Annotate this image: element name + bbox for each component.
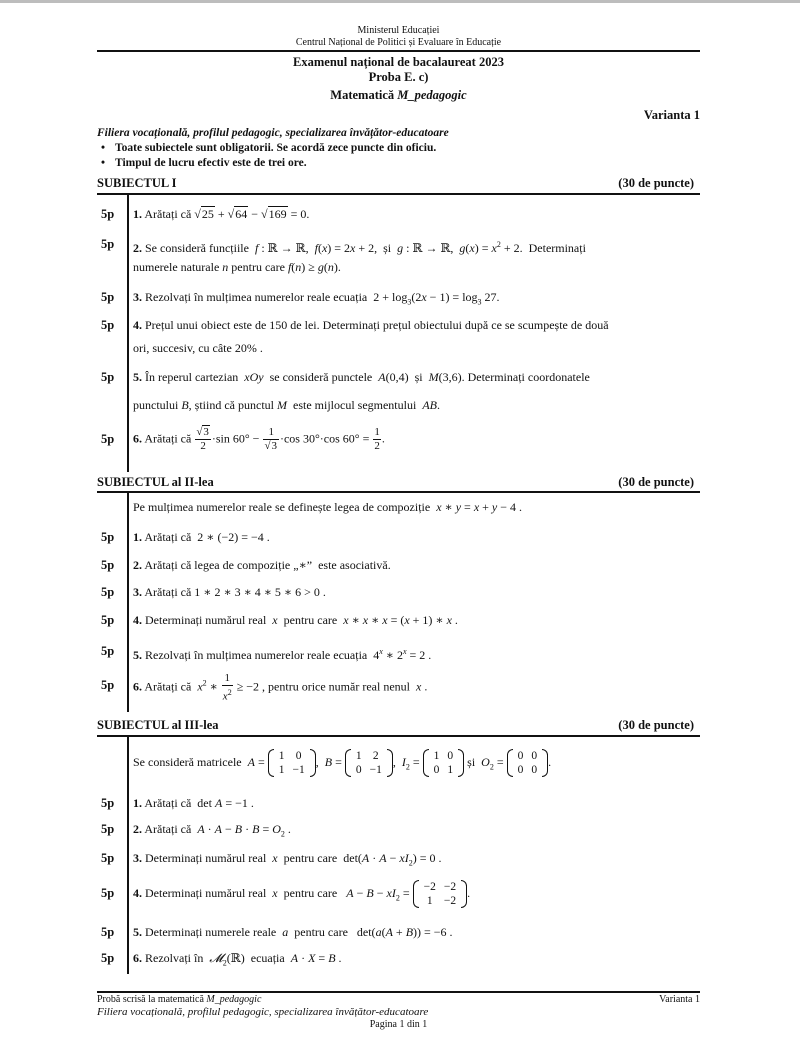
score-label: 5p	[101, 613, 115, 627]
question-text: 5. Determinați numerele reale a pentru care det(a(A + B)) = −6 .	[133, 925, 453, 939]
score-label: 5p	[101, 585, 115, 599]
question-number: 1.	[133, 207, 142, 221]
question-number: 3.	[133, 585, 142, 599]
score-label: 5p	[101, 558, 115, 572]
exam-title: Examenul național de bacalaureat 2023	[293, 55, 504, 69]
question-number: 4.	[133, 318, 142, 332]
question-text: 4. Determinați numărul real x pentru care $A - B - xI_2$ = −2 −2 1 −2 .	[133, 881, 471, 908]
footer-variant: Varianta 1	[659, 994, 700, 1005]
exam-proba: Proba E. c)	[368, 70, 429, 84]
subject-italic: M_pedagogic	[397, 88, 467, 102]
question-number: 5.	[133, 648, 142, 662]
matrix-b: 1 2 0 −1	[345, 749, 393, 777]
section-title: SUBIECTUL al II-lea	[97, 475, 214, 489]
score-column-line	[127, 492, 129, 712]
matrix-o2: 0 0 0 0	[507, 749, 549, 777]
question-text: 2. Arătați că $A \cdot A - B \cdot B = O_2$ .	[133, 822, 291, 839]
question-text-cont: punctului B, știind că punctul M este mijlocul segmentului AB.	[133, 398, 440, 412]
question-number: 6.	[133, 679, 142, 694]
score-label: 5p	[101, 644, 115, 658]
question-text: 1. Arătați că 2 ∗ (−2) = −4 .	[133, 530, 270, 544]
top-border	[0, 0, 800, 3]
score-label: 5p	[101, 207, 115, 221]
section-heading	[97, 176, 700, 191]
section-divider	[97, 735, 700, 737]
footer-divider	[97, 991, 700, 993]
rule-text: Toate subiectele sunt obligatorii. Se acordă zece puncte din oficiu.	[115, 142, 437, 154]
score-label: 5p	[101, 886, 115, 900]
score-label: 5p	[101, 290, 115, 304]
score-label: 5p	[101, 318, 115, 332]
bullet-icon: •	[101, 142, 106, 154]
matrix-a: 1 0 1 −1	[268, 749, 316, 777]
footer-line1	[97, 994, 700, 1006]
question-number: 3.	[133, 851, 142, 865]
question-text: 4. Determinați numărul real x pentru care x ∗ x ∗ x = (x + 1) ∗ x .	[133, 613, 458, 627]
question-text: 6. Arătați că $\frac{√3}{2}$ ·sin 60° − $\frac{1}{√3}$ ·cos 30°·cos 60° = $\frac{1}{2}$ .	[133, 426, 385, 452]
section-points: (30 de puncte)	[618, 718, 694, 732]
footer-prefix: Probă scrisă la matematică	[97, 994, 207, 1005]
score-label: 5p	[101, 237, 115, 251]
filiera-text: Filiera vocațională, profilul pedagogic, specializarea învățător-educatoare	[97, 127, 449, 139]
score-label: 5p	[101, 432, 115, 446]
intro-text: Se consideră matricele A = 1 0 1 −1 , B = 1 2 0 −1 , $I_2$ = 1 0 0 1 și $O_2$ = 0 0 0 0 .	[133, 750, 552, 777]
section-heading	[97, 718, 700, 733]
question-text: 6. Rezolvați în 𝓜$_2$(ℝ) ecuația A · X = B .	[133, 951, 342, 968]
question-number: 1.	[133, 796, 142, 810]
header-divider	[97, 50, 700, 52]
footer-italic: M_pedagogic	[206, 994, 262, 1005]
question-number: 6.	[133, 951, 142, 965]
section-divider	[97, 193, 700, 195]
question-text: 6. Arătați că $x^2$ ∗ $\frac{1}{x^2}$ ≥ −2 , pentru orice număr real nenul x .	[133, 672, 428, 703]
question-text: 2. Se consideră funcțiile f : ℝ → ℝ, f(x) = 2x + 2, și g : ℝ → ℝ, $g(x) = x^2 + 2$. Determinați	[133, 240, 586, 255]
footer-filiera: Filiera vocațională, profilul pedagogic, specializarea învățător-educatoare	[97, 1006, 429, 1018]
question-text: 4. Prețul unui obiect este de 150 de lei. Determinați prețul obiectului după ce se scumpește de două	[133, 318, 609, 332]
question-text-cont: numerele naturale n pentru care f(n) ≥ g(n).	[133, 260, 341, 274]
question-number: 2.	[133, 822, 142, 836]
question-text: 3. Arătați că 1 ∗ 2 ∗ 3 ∗ 4 ∗ 5 ∗ 6 > 0 .	[133, 585, 326, 599]
section-divider	[97, 491, 700, 493]
exam-subject	[97, 88, 700, 103]
question-number: 1.	[133, 530, 142, 544]
question-number: 4.	[133, 613, 142, 627]
rule-text: Timpul de lucru efectiv este de trei ore.	[115, 157, 307, 169]
question-item	[97, 876, 700, 912]
rule-item	[101, 142, 436, 154]
score-label: 5p	[101, 822, 115, 836]
matrix-i2: 1 0 0 1	[423, 749, 465, 777]
score-label: 5p	[101, 796, 115, 810]
score-label: 5p	[101, 678, 115, 692]
section-points: (30 de puncte)	[618, 475, 694, 489]
score-label: 5p	[101, 851, 115, 865]
center-name: Centrul Național de Politici și Evaluare în Educație	[295, 37, 502, 48]
score-label: 5p	[101, 925, 115, 939]
score-column-line	[127, 194, 129, 472]
section-title: SUBIECTUL al III-lea	[97, 718, 219, 732]
question-number: 2.	[133, 241, 142, 255]
question-number: 6.	[133, 431, 142, 446]
ministry-name: Ministerul Educației	[357, 25, 440, 36]
rule-item	[101, 157, 307, 169]
question-text: 5. În reperul cartezian xOy se consideră punctele A(0,4) și M(3,6). Determinați coordonatele	[133, 370, 590, 384]
question-text: 2. Arătați că legea de compoziție „∗” este asociativă.	[133, 558, 391, 572]
section-points: (30 de puncte)	[618, 176, 694, 190]
question-number: 3.	[133, 290, 142, 304]
question-text: 1. Arătați că det A = −1 .	[133, 796, 254, 810]
score-label: 5p	[101, 370, 115, 384]
section-intro	[97, 744, 700, 784]
question-text: 5. Rezolvați în mulțimea numerelor reale ecuația 4$^x$ ∗ $2^x = 2$ .	[133, 647, 432, 662]
question-text-cont: ori, succesiv, cu câte 20% .	[133, 341, 263, 355]
footer-page: Pagina 1 din 1	[369, 1019, 428, 1030]
question-text: 3. Rezolvați în mulțimea numerelor reale ecuația $2 + \log_3(2x - 1) = \log_3 27$.	[133, 290, 500, 307]
question-number: 5.	[133, 370, 142, 384]
subject-prefix: Matematică	[330, 88, 398, 102]
bullet-icon: •	[101, 157, 106, 169]
matrix-result: −2 −2 1 −2	[413, 880, 468, 908]
score-label: 5p	[101, 951, 115, 965]
section-title: SUBIECTUL I	[97, 176, 177, 190]
question-text: 3. Determinați numărul real x pentru care $\det(A \cdot A - xI_2) = 0$ .	[133, 851, 442, 868]
question-number: 2.	[133, 558, 142, 572]
section-heading	[97, 475, 700, 490]
intro-text: Pe mulțimea numerelor reale se definește legea de compoziție x ∗ y = x + y − 4 .	[133, 500, 523, 514]
variant-label: Varianta 1	[643, 108, 700, 122]
question-text: 1. Arătați că √25 + √64 − √169 = 0.	[133, 207, 310, 221]
question-number: 5.	[133, 925, 142, 939]
question-number: 4.	[133, 886, 142, 900]
score-label: 5p	[101, 530, 115, 544]
